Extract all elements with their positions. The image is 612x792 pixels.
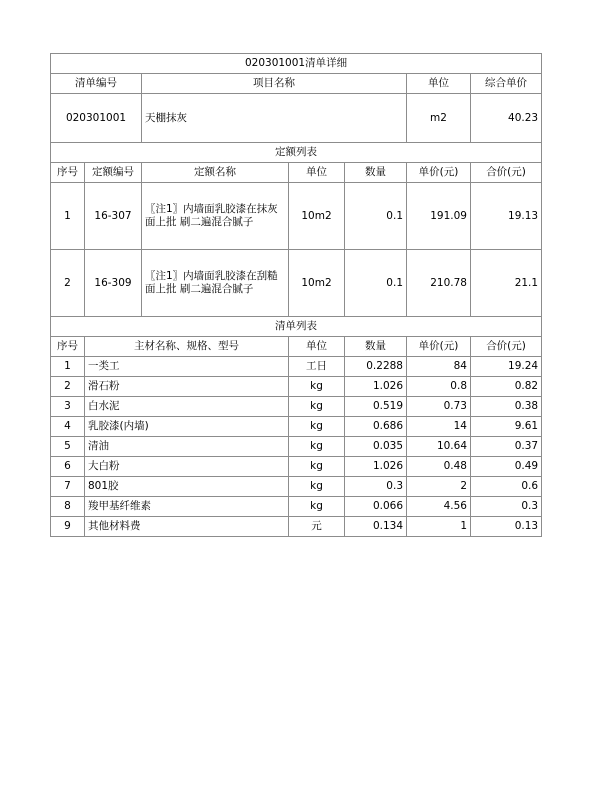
material-row (51, 517, 542, 537)
material-row (51, 477, 542, 497)
material-qty: 0.035 (345, 437, 407, 457)
material-unit: kg (289, 437, 345, 457)
material-name: 乳胶漆(内墙) (85, 417, 289, 437)
material-price: 2 (407, 477, 471, 497)
material-no: 7 (51, 477, 85, 497)
quota-unit: 10m2 (289, 183, 345, 250)
material-price: 84 (407, 357, 471, 377)
quota-no: 1 (51, 183, 85, 250)
material-no: 4 (51, 417, 85, 437)
material-row (51, 417, 542, 437)
material-name: 滑石粉 (85, 377, 289, 397)
material-price: 0.73 (407, 397, 471, 417)
material-header-qty: 数量 (345, 337, 407, 357)
material-total: 9.61 (471, 417, 542, 437)
quota-code: 16-309 (85, 250, 142, 317)
material-total: 0.3 (471, 497, 542, 517)
material-qty: 1.026 (345, 457, 407, 477)
quota-header-unit: 单位 (289, 163, 345, 183)
material-header-price: 单价(元) (407, 337, 471, 357)
material-qty: 0.066 (345, 497, 407, 517)
material-name: 羧甲基纤维素 (85, 497, 289, 517)
quota-row (51, 183, 542, 250)
material-section-title: 清单列表 (51, 317, 542, 337)
material-price: 1 (407, 517, 471, 537)
material-no: 5 (51, 437, 85, 457)
material-unit: 元 (289, 517, 345, 537)
material-price: 14 (407, 417, 471, 437)
material-qty: 0.686 (345, 417, 407, 437)
quota-code: 16-307 (85, 183, 142, 250)
material-no: 6 (51, 457, 85, 477)
material-qty: 0.3 (345, 477, 407, 497)
material-name: 清油 (85, 437, 289, 457)
material-total: 0.82 (471, 377, 542, 397)
material-price: 0.8 (407, 377, 471, 397)
quota-header-code: 定额编号 (85, 163, 142, 183)
quota-name: 〖注1〗内墙面乳胶漆在刮糙面上批 刷二遍混合腻子 (142, 250, 289, 317)
quota-header-row (51, 163, 542, 183)
material-header-no: 序号 (51, 337, 85, 357)
material-row (51, 357, 542, 377)
material-total: 0.13 (471, 517, 542, 537)
material-price: 10.64 (407, 437, 471, 457)
quota-header-name: 定额名称 (142, 163, 289, 183)
material-qty: 0.134 (345, 517, 407, 537)
material-row (51, 377, 542, 397)
material-name: 大白粉 (85, 457, 289, 477)
item-code: 020301001 (51, 94, 142, 143)
quota-header-no: 序号 (51, 163, 85, 183)
material-row (51, 497, 542, 517)
quota-row (51, 250, 542, 317)
material-unit: kg (289, 497, 345, 517)
quota-no: 2 (51, 250, 85, 317)
table-title: 020301001清单详细 (51, 54, 542, 74)
material-qty: 0.2288 (345, 357, 407, 377)
material-name: 801胶 (85, 477, 289, 497)
header-price: 综合单价 (471, 74, 542, 94)
header-unit: 单位 (407, 74, 471, 94)
material-qty: 0.519 (345, 397, 407, 417)
material-no: 1 (51, 357, 85, 377)
quota-header-qty: 数量 (345, 163, 407, 183)
material-price: 0.48 (407, 457, 471, 477)
material-no: 2 (51, 377, 85, 397)
quota-price: 210.78 (407, 250, 471, 317)
material-qty: 1.026 (345, 377, 407, 397)
material-unit: kg (289, 457, 345, 477)
quota-qty: 0.1 (345, 250, 407, 317)
material-header-name: 主材名称、规格、型号 (85, 337, 289, 357)
quota-section-title: 定额列表 (51, 143, 542, 163)
material-total: 0.49 (471, 457, 542, 477)
item-unit: m2 (407, 94, 471, 143)
quota-price: 191.09 (407, 183, 471, 250)
material-total: 0.6 (471, 477, 542, 497)
material-header-unit: 单位 (289, 337, 345, 357)
material-no: 9 (51, 517, 85, 537)
quota-name: 〖注1〗内墙面乳胶漆在抹灰面上批 刷二遍混合腻子 (142, 183, 289, 250)
material-row (51, 397, 542, 417)
material-unit: kg (289, 417, 345, 437)
material-unit: kg (289, 477, 345, 497)
quota-header-total: 合价(元) (471, 163, 542, 183)
quota-qty: 0.1 (345, 183, 407, 250)
material-total: 0.37 (471, 437, 542, 457)
material-header-row (51, 337, 542, 357)
material-total: 0.38 (471, 397, 542, 417)
material-name: 白水泥 (85, 397, 289, 417)
material-name: 一类工 (85, 357, 289, 377)
quota-header-price: 单价(元) (407, 163, 471, 183)
material-unit: kg (289, 377, 345, 397)
material-row (51, 457, 542, 477)
material-price: 4.56 (407, 497, 471, 517)
material-unit: 工日 (289, 357, 345, 377)
quota-unit: 10m2 (289, 250, 345, 317)
material-no: 3 (51, 397, 85, 417)
quota-total: 21.1 (471, 250, 542, 317)
quota-total: 19.13 (471, 183, 542, 250)
material-header-total: 合价(元) (471, 337, 542, 357)
material-name: 其他材料费 (85, 517, 289, 537)
header-code: 清单编号 (51, 74, 142, 94)
material-no: 8 (51, 497, 85, 517)
detail-table (50, 53, 542, 537)
material-unit: kg (289, 397, 345, 417)
item-name: 天棚抹灰 (142, 94, 407, 143)
material-row (51, 437, 542, 457)
item-price: 40.23 (471, 94, 542, 143)
header-name: 项目名称 (142, 74, 407, 94)
material-total: 19.24 (471, 357, 542, 377)
